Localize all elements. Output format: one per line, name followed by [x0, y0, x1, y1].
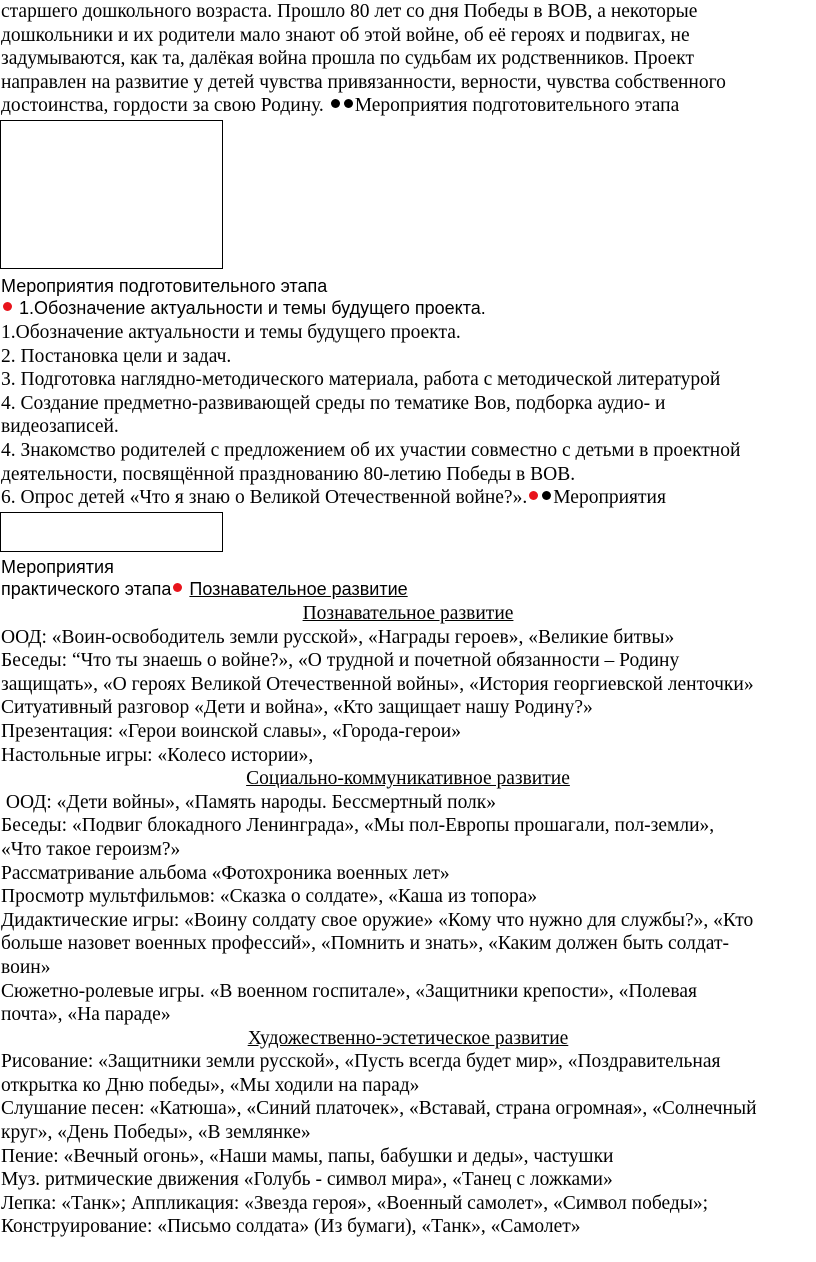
text-line: воин»	[1, 956, 51, 978]
practical-heading: Мероприятия	[1, 557, 114, 577]
list-item: 3. Подготовка наглядно-методического материала, работа с методической литературой	[1, 369, 721, 391]
empty-text-box	[0, 512, 223, 552]
text-line: Просмотр мультфильмов: «Сказка о солдате», «Каша из топора»	[1, 886, 538, 908]
empty-text-box	[0, 120, 223, 269]
text-line: Рисование: «Защитники земли русской», «Пусть всегда будет мир», «Поздравительная	[1, 1051, 721, 1073]
text-fragment: Мероприятия	[553, 487, 666, 509]
text-line: почта», «На параде»	[1, 1004, 171, 1026]
list-item: 4. Знакомство родителей с предложением об их участии совместно с детьми в проектной	[1, 439, 741, 461]
list-item: 2. Постановка цели и задач.	[1, 345, 232, 367]
text-line: Пение: «Вечный огонь», «Наши мамы, папы, бабушки и деды», частушки	[1, 1145, 614, 1167]
bullet-dot-icon	[542, 491, 551, 500]
text-line: Беседы: “Что ты знаешь о войне?», «О трудной и почетной обязанности – Родину	[1, 650, 680, 672]
text-line: Лепка: «Танк»; Аппликация: «Звезда героя», «Военный самолет», «Символ победы»;	[1, 1192, 709, 1214]
text-line: круг», «День Победы», «В землянке»	[1, 1122, 311, 1144]
text-fragment: 6. Опрос детей «Что я знаю о Великой Отечественной войне?».	[1, 487, 528, 509]
section-title-artistic: Художественно-эстетическое развитие	[247, 1027, 569, 1049]
text-line: Ситуативный разговор «Дети и война», «Кто защищает нашу Родину?»	[1, 697, 593, 719]
list-item: 4. Создание предметно-развивающей среды по тематике Вов, подборка аудио- и	[1, 392, 666, 414]
list-item: видеозаписей.	[1, 416, 119, 438]
list-item: 1.Обозначение актуальности и темы будущего проекта.	[1, 322, 461, 343]
text-line: ООД: «Воин-освободитель земли русской», «Награды героев», «Великие битвы»	[1, 626, 675, 648]
text-line: открытка ко Дню победы», «Мы ходили на парад»	[1, 1074, 420, 1096]
text-fragment: Познавательное развитие	[189, 579, 408, 599]
prep-list	[0, 321, 816, 510]
section-title-cognitive: Познавательное развитие	[302, 603, 514, 624]
text-line: Дидактические игры: «Воину солдату свое оружие» «Кому что нужно для службы?», «Кто	[1, 909, 754, 931]
list-item: деятельности, посвящённой празднованию 80-летию Победы в ВОВ.	[1, 463, 576, 485]
text-line: Рассматривание альбома «Фотохроника военных лет»	[1, 862, 450, 884]
activity-sections	[0, 602, 816, 1239]
text-line: «Что такое героизм?»	[1, 838, 181, 860]
text-line: защищать», «О героях Великой Отечественной войны», «История георгиевской ленточки»	[1, 673, 754, 695]
intro-paragraph	[0, 0, 816, 118]
text-line: задумываются, как та, далёкая война прошла по судьбам их родственников. Проект	[1, 48, 695, 70]
text-line: Муз. ритмические движения «Голубь - символ мира», «Танец с ложками»	[1, 1169, 613, 1191]
text-line	[0, 94, 816, 118]
prep-heading: Мероприятия подготовительного этапа	[1, 276, 328, 296]
bullet-dot-icon	[529, 491, 538, 500]
text-fragment: практического этапа	[1, 579, 172, 599]
practical-heading-line	[0, 578, 408, 600]
text-line: Конструирование: «Письмо солдата» (Из бумаги), «Танк», «Самолет»	[1, 1216, 581, 1238]
bullet-dot-icon	[3, 302, 12, 311]
text-line: ООД: «Дети войны», «Память народы. Бессмертный полк»	[1, 791, 497, 813]
bullet-dot-icon	[344, 99, 353, 108]
list-item	[0, 486, 816, 510]
bullet-dot-icon	[173, 583, 182, 592]
bullet-dot-icon	[331, 99, 340, 108]
text-line: Сюжетно-ролевые игры. «В военном госпитале», «Защитники крепости», «Полевая	[1, 980, 697, 1002]
text-line: Слушание песен: «Катюша», «Синий платочек», «Вставай, страна огромная», «Солнечный	[1, 1098, 757, 1120]
text-line: больше назовет военных профессий», «Помнить и знать», «Каким должен быть солдат-	[1, 933, 729, 955]
text-line: дошкольники и их родители мало знают об этой войне, об её героях и подвигах, не	[1, 24, 690, 46]
text-fragment: Мероприятия подготовительного этапа	[354, 95, 680, 117]
text-line: Настольные игры: «Колесо истории»,	[1, 744, 314, 766]
section-title-social: Социально-коммуникативное развитие	[246, 768, 570, 790]
prep-bullet-item	[0, 297, 486, 319]
text-line: Презентация: «Герои воинской славы», «Города-герои»	[1, 720, 461, 742]
text-fragment: достоинства, гордости за свою Родину.	[1, 95, 329, 117]
text-line: направлен на развитие у детей чувства привязанности, верности, чувства собственного	[1, 71, 726, 93]
text-line: Беседы: «Подвиг блокадного Ленинграда», «Мы пол-Европы прошагали, пол-земли»,	[1, 815, 715, 837]
text-line: старшего дошкольного возраста. Прошло 80 лет со дня Победы в ВОВ, а некоторые	[1, 1, 698, 22]
text-fragment: 1.Обозначение актуальности и темы будущего проекта.	[19, 298, 486, 318]
